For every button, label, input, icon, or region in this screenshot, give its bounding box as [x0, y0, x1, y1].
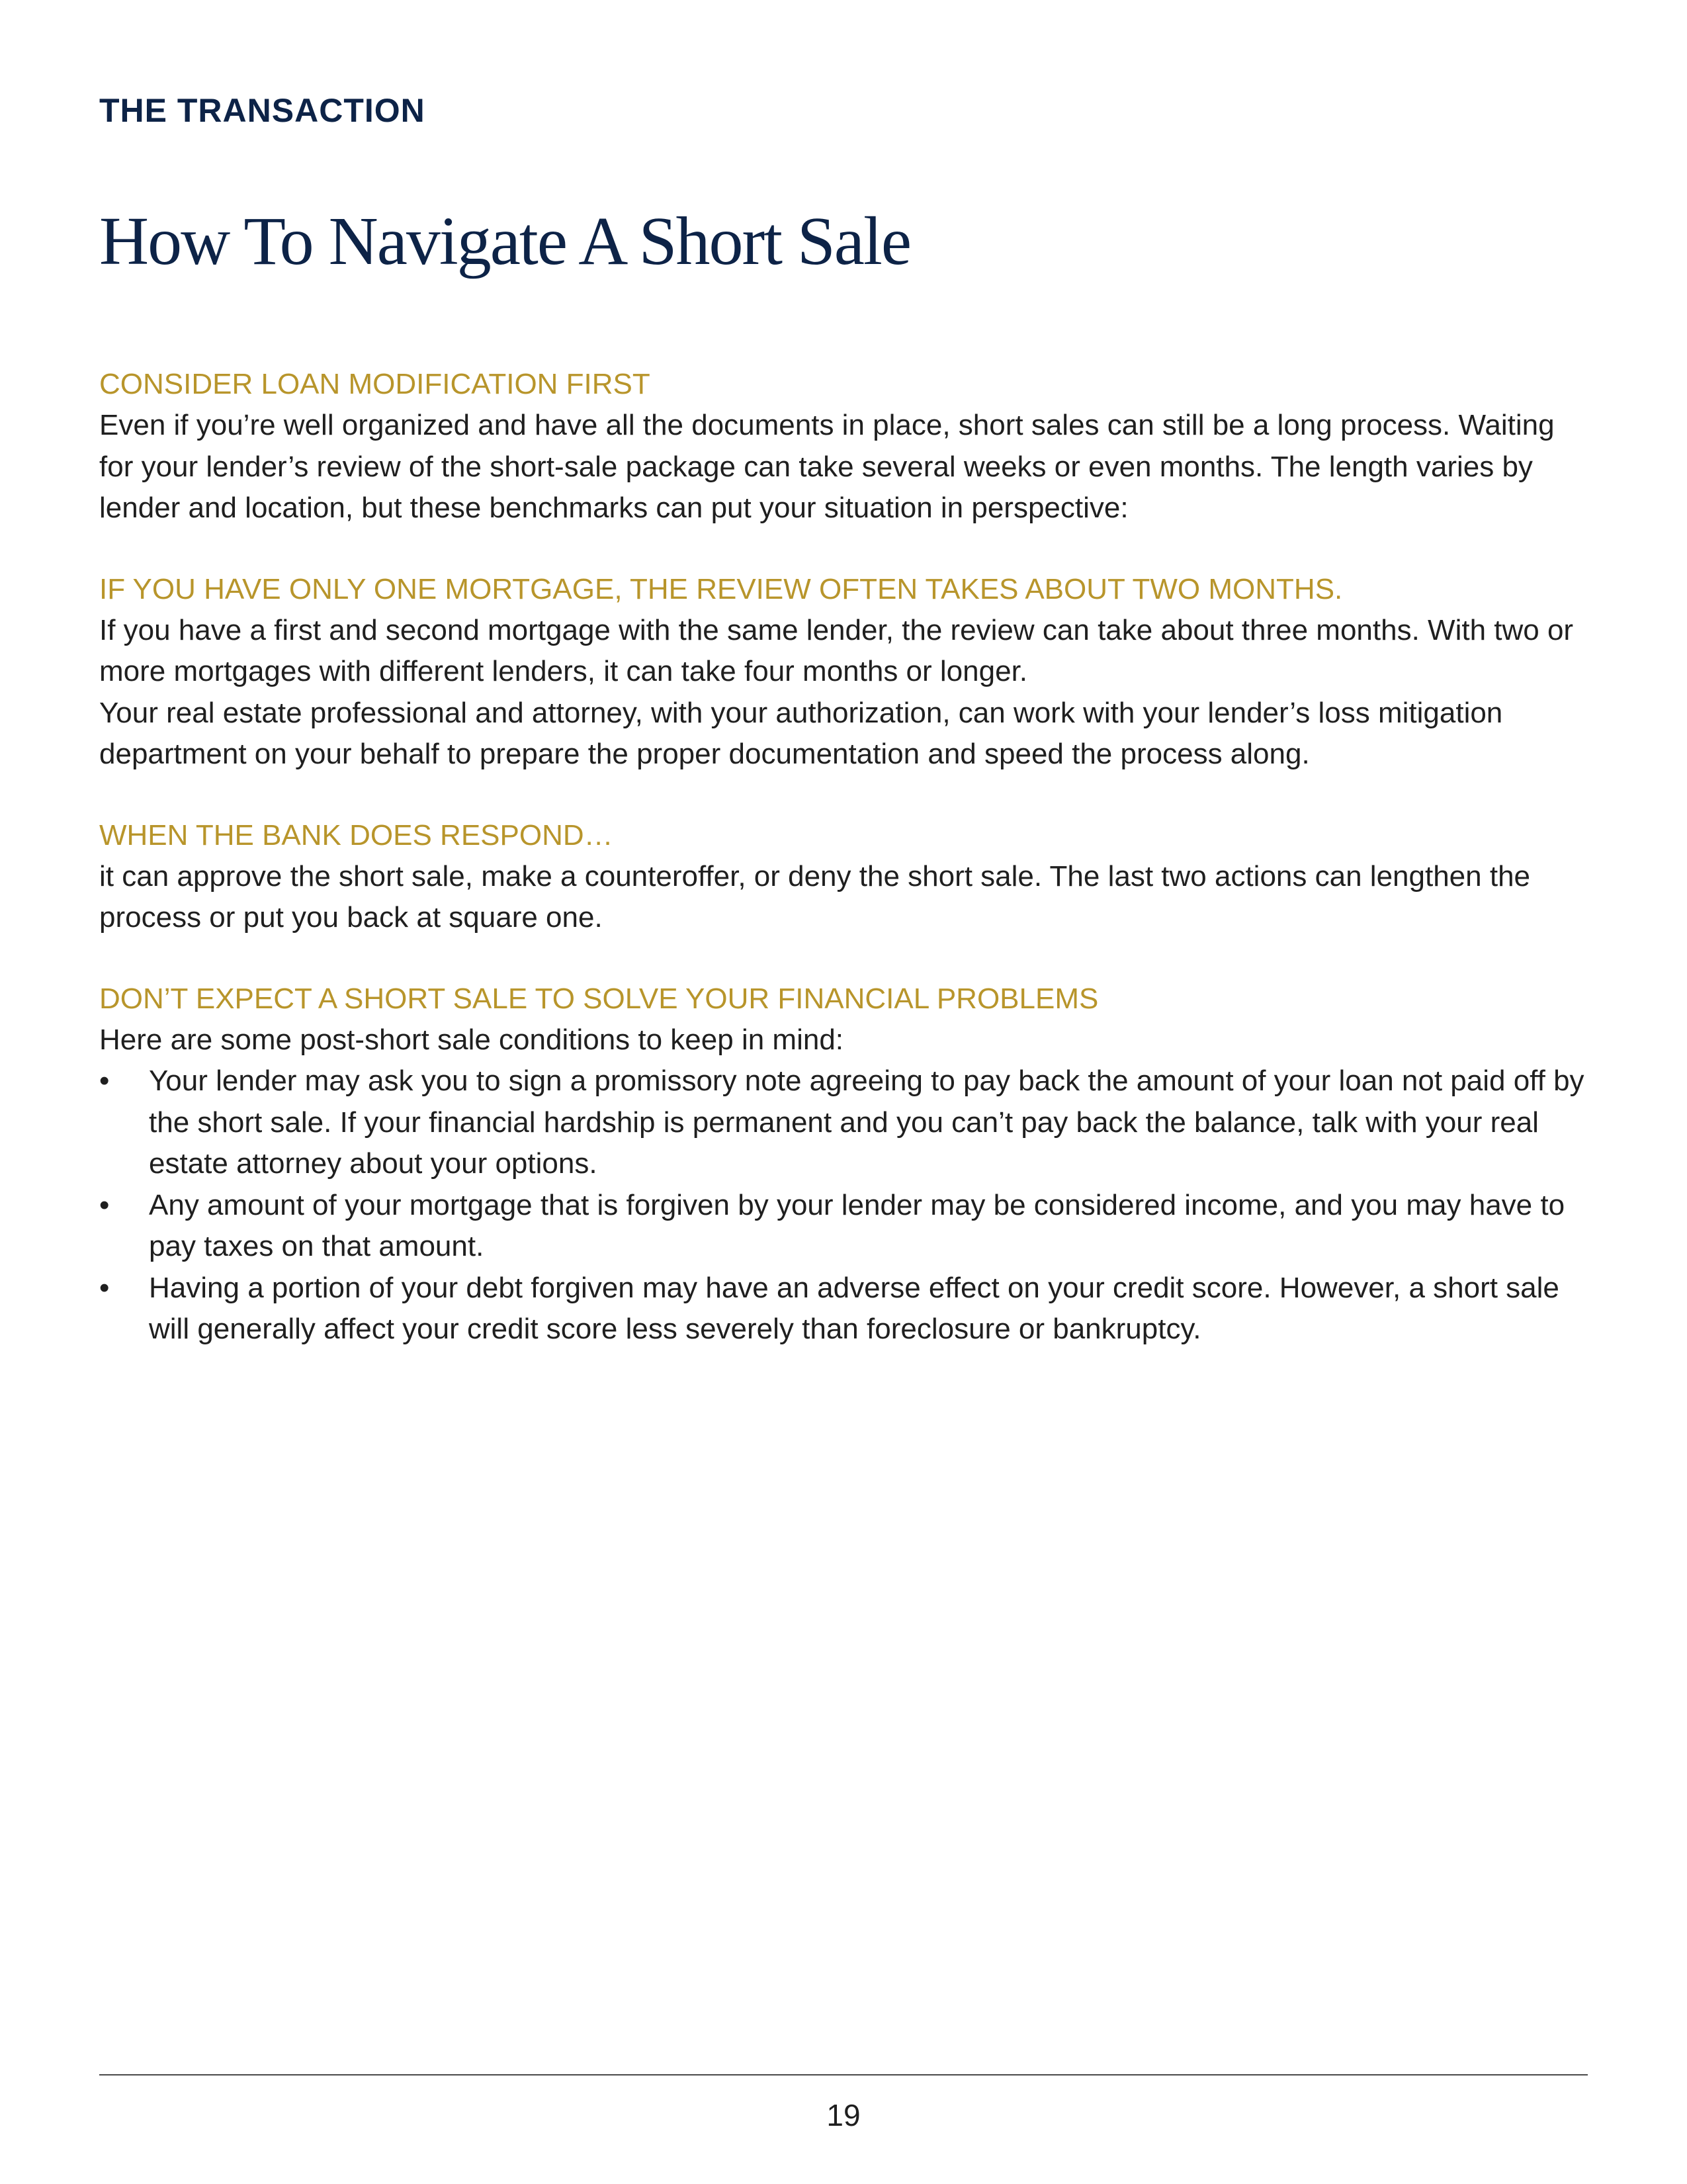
section-financial-problems: [99, 979, 1588, 1350]
bullet-icon: •: [99, 1271, 110, 1304]
footer-divider: [99, 2074, 1588, 2075]
bullet-icon: •: [99, 1188, 110, 1221]
bullet-item: [99, 1268, 1588, 1350]
section-heading: IF YOU HAVE ONLY ONE MORTGAGE, THE REVIEW OFTEN TAKES ABOUT TWO MONTHS.: [99, 572, 1343, 605]
section-one-mortgage: [99, 569, 1588, 775]
bullet-item: [99, 1061, 1588, 1185]
body-paragraph: If you have a first and second mortgage with the same lender, the review can take about three months. With two or more mortgages with different lenders, it can take four months or longer.: [99, 613, 1574, 687]
document-page: [99, 0, 1588, 2184]
body-paragraph: it can approve the short sale, make a counteroffer, or deny the short sale. The last two actions can lengthen the process or put you back at square one.: [99, 859, 1531, 934]
section-loan-modification: [99, 364, 1588, 529]
section-heading: CONSIDER LOAN MODIFICATION FIRST: [99, 368, 650, 400]
content: [99, 364, 1588, 1390]
bullet-text: Any amount of your mortgage that is forgiven by your lender may be considered income, and you may have to pay taxes on that amount.: [149, 1188, 1565, 1262]
page-number: 19: [826, 2098, 861, 2132]
section-bank-response: [99, 815, 1588, 939]
bullet-icon: •: [99, 1065, 110, 1097]
bullet-item: [99, 1185, 1588, 1268]
section-heading: WHEN THE BANK DOES RESPOND…: [99, 818, 613, 852]
section-label: THE TRANSACTION: [99, 92, 425, 129]
bullet-list: [99, 1061, 1588, 1350]
bullet-text: Having a portion of your debt forgiven may have an adverse effect on your credit score. However, a short sale will generally affect your credit score less severely than foreclosure or bankruptcy.: [149, 1271, 1559, 1345]
body-paragraph: Here are some post-short sale conditions to keep in mind:: [99, 1023, 844, 1056]
bullet-text: Your lender may ask you to sign a promissory note agreeing to pay back the amount of your loan not paid off by the short sale. If your financial hardship is permanent and you can’t pay back the balance, talk with your real estate attorney about your options.: [149, 1065, 1584, 1180]
section-heading: DON’T EXPECT A SHORT SALE TO SOLVE YOUR FINANCIAL PROBLEMS: [99, 982, 1099, 1015]
body-paragraph: Even if you’re well organized and have all the documents in place, short sales can still be a long process. Waiting for your lender’s review of the short-sale package can take several weeks or even months. The length varies by lender and location, but these benchmarks can put your situation in perspective:: [99, 409, 1555, 524]
body-paragraph: Your real estate professional and attorney, with your authorization, can work with your lender’s loss mitigation department on your behalf to prepare the proper documentation and speed the process along.: [99, 696, 1503, 770]
page-title: How To Navigate A Short Sale: [99, 203, 911, 279]
